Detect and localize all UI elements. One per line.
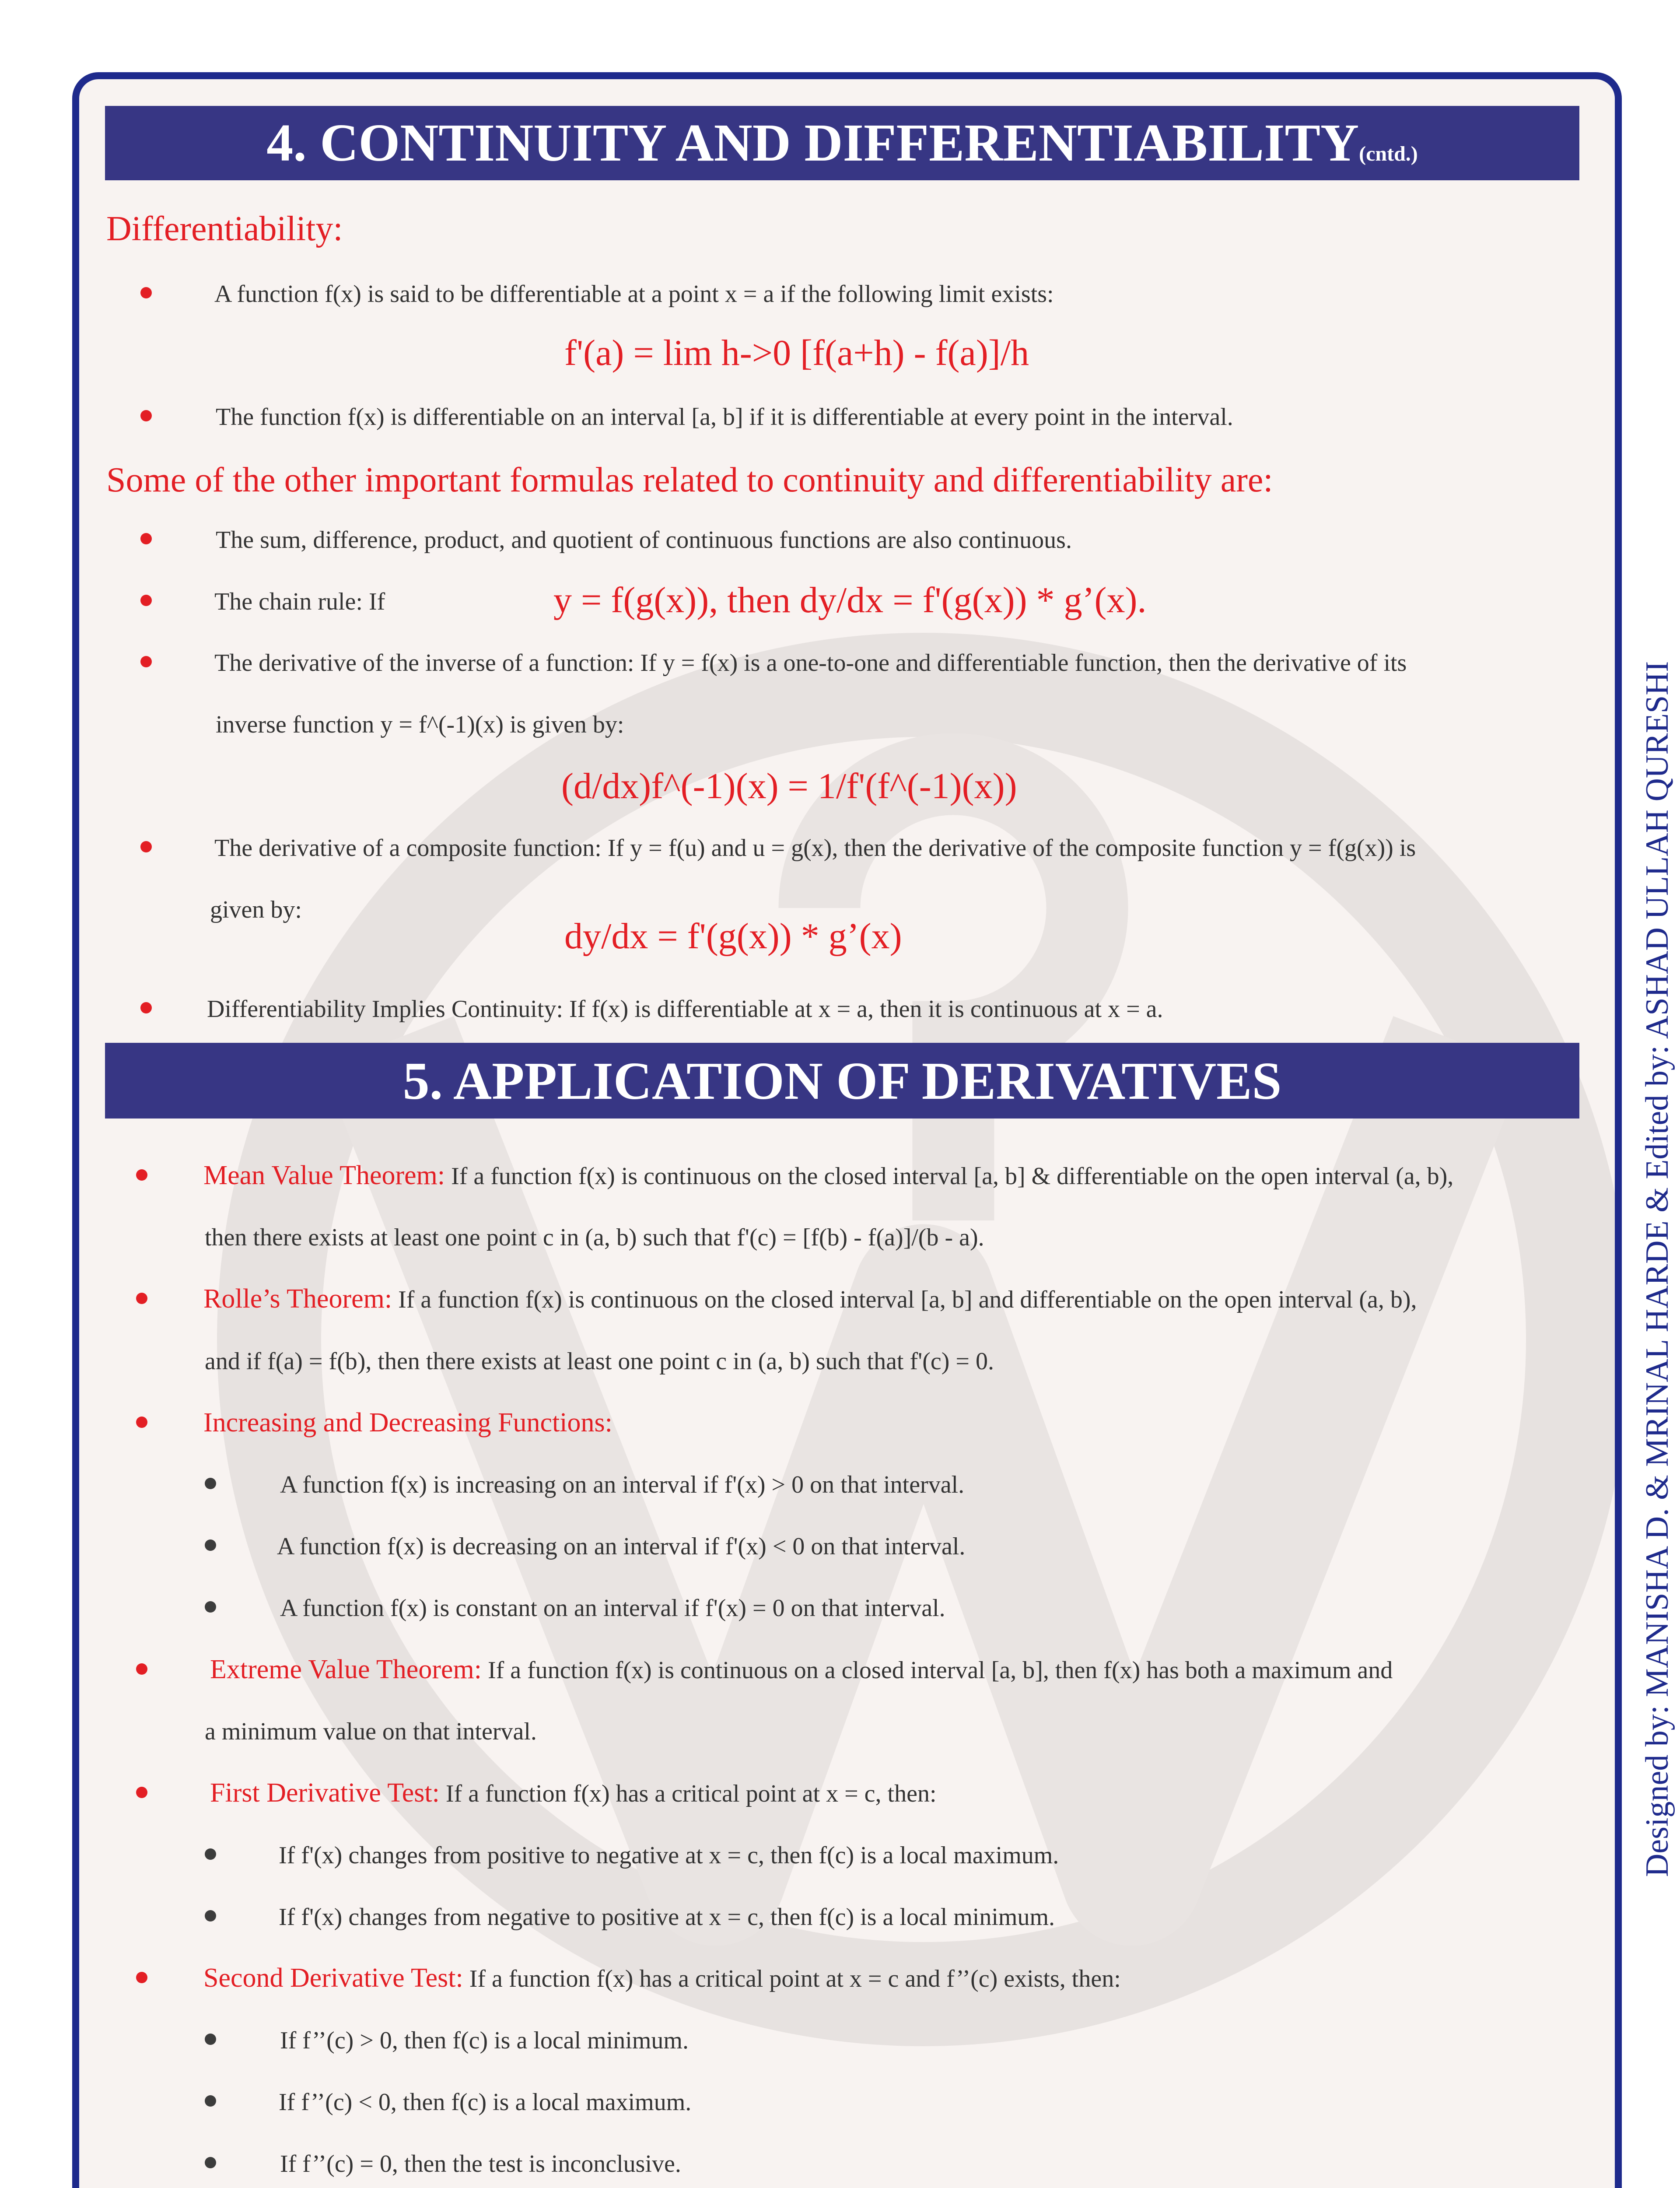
sub-bullet-icon [205, 1601, 216, 1613]
second-derivative-test-text: If a function f(x) has a critical point at x = c and f’’(c) exists, then: [463, 1965, 1121, 1992]
rolles-theorem-text: If a function f(x) is continuous on the closed interval [a, b] and differentiable on the open interval (a, b), [392, 1286, 1417, 1313]
derivative-formula: f'(a) = lim h->0 [f(a+h) - f(a)]/h [564, 333, 1029, 373]
bullet-icon [140, 533, 152, 544]
bullet-icon [136, 1417, 147, 1428]
rolles-theorem [203, 1285, 1417, 1312]
extreme-value-theorem [210, 1656, 1393, 1683]
section-4-title-banner [105, 106, 1579, 180]
bullet-icon [140, 287, 152, 298]
first-derivative-max: If f'(x) changes from positive to negative at x = c, then f(c) is a local maximum. [279, 1842, 1059, 1869]
composite-derivative-formula: dy/dx = f'(g(x)) * g’(x) [564, 916, 902, 957]
second-derivative-test [203, 1964, 1121, 1992]
bullet-icon [136, 1972, 147, 1983]
composite-point-line-2: given by: [210, 896, 302, 923]
section-5-title: 5. APPLICATION OF DERIVATIVES [402, 1052, 1282, 1111]
mean-value-theorem [203, 1162, 1453, 1189]
extreme-value-theorem-line-2: a minimum value on that interval. [205, 1718, 537, 1745]
section-5-title-banner [105, 1043, 1579, 1119]
bullet-icon [140, 656, 152, 667]
first-derivative-min: If f'(x) changes from negative to positive at x = c, then f(c) is a local minimum. [279, 1904, 1055, 1931]
sub-bullet-icon [205, 2157, 216, 2168]
inverse-derivative-formula: (d/dx)f^(-1)(x) = 1/f'(f^(-1)(x)) [561, 766, 1017, 806]
first-derivative-test [210, 1779, 937, 1806]
chain-rule-formula: y = f(g(x)), then dy/dx = f'(g(x)) * g’(x). [553, 580, 1147, 621]
mean-value-theorem-line-2: then there exists at least one point c in (a, b) such that f'(c) = [f(b) - f(a)]/(b - a). [205, 1224, 984, 1251]
bullet-icon [136, 1663, 147, 1675]
inverse-point-line-2: inverse function y = f^(-1)(x) is given by: [216, 711, 624, 738]
bullet-icon [136, 1787, 147, 1798]
second-derivative-min: If f’’(c) > 0, then f(c) is a local minimum. [280, 2027, 689, 2054]
diff-point-2: The function f(x) is differentiable on an interval [a, b] if it is differentiable at every point in the interval. [216, 403, 1233, 431]
rolles-theorem-line-2: and if f(a) = f(b), then there exists at least one point c in (a, b) such that f'(c) = 0. [205, 1348, 994, 1375]
bullet-icon [140, 595, 152, 606]
sub-bullet-icon [205, 1478, 216, 1489]
increasing-decreasing [203, 1409, 612, 1436]
section-4-title: 4. CONTINUITY AND DIFFERENTIABILITY [266, 113, 1359, 172]
first-derivative-test-label: First Derivative Test: [210, 1778, 440, 1808]
second-derivative-inconclusive: If f’’(c) = 0, then the test is inconclusive. [280, 2150, 681, 2177]
constant-point: A function f(x) is constant on an interval if f'(x) = 0 on that interval. [280, 1595, 945, 1622]
designer-credit: Designed by: MANISHA D. & MRINAL HARDE & Edited by: ASHAD ULLAH QURESHI [1639, 661, 1675, 1877]
second-derivative-test-label: Second Derivative Test: [203, 1963, 463, 1993]
sub-bullet-icon [205, 2095, 216, 2107]
bullet-icon [140, 841, 152, 852]
bullet-icon [140, 1002, 152, 1013]
sum-continuity-point: The sum, difference, product, and quotient of continuous functions are also continuous. [216, 526, 1072, 554]
extreme-value-theorem-text: If a function f(x) is continuous on a closed interval [a, b], then f(x) has both a maximum and [481, 1657, 1393, 1684]
implies-continuity-point: Differentiability Implies Continuity: If f(x) is differentiable at x = a, then it is continuous at x = a. [207, 996, 1163, 1023]
first-derivative-test-text: If a function f(x) has a critical point at x = c, then: [439, 1780, 937, 1807]
formulas-heading: Some of the other important formulas related to continuity and differentiability are: [106, 461, 1273, 499]
rolles-theorem-label: Rolle’s Theorem: [203, 1284, 392, 1314]
extreme-value-theorem-label: Extreme Value Theorem: [210, 1655, 482, 1684]
increasing-decreasing-label: Increasing and Decreasing Functions: [203, 1408, 612, 1438]
sub-bullet-icon [205, 1539, 216, 1551]
mean-value-theorem-label: Mean Value Theorem: [203, 1161, 445, 1190]
bullet-icon [140, 410, 152, 421]
diff-point-1: A function f(x) is said to be differentiable at a point x = a if the following limit exists: [214, 281, 1054, 308]
sub-bullet-icon [205, 1848, 216, 1860]
decreasing-point: A function f(x) is decreasing on an interval if f'(x) < 0 on that interval. [277, 1533, 966, 1560]
composite-point-line-1: The derivative of a composite function: If y = f(u) and u = g(x), then the derivative of the composite function y = f(g(x)) is [214, 835, 1416, 862]
sub-bullet-icon [205, 1910, 216, 1922]
section-4-title-suffix: (cntd.) [1359, 142, 1418, 165]
inverse-point-line-1: The derivative of the inverse of a function: If y = f(x) is a one-to-one and differentiable function, then the derivative of its [214, 649, 1407, 677]
differentiability-heading: Differentiability: [106, 210, 343, 248]
second-derivative-max: If f’’(c) < 0, then f(c) is a local maximum. [279, 2089, 692, 2116]
mean-value-theorem-text: If a function f(x) is continuous on the closed interval [a, b] & differentiable on the open interval (a, b), [445, 1163, 1454, 1190]
bullet-icon [136, 1293, 147, 1304]
chain-rule-label: The chain rule: If [214, 588, 385, 615]
bullet-icon [136, 1169, 147, 1181]
sub-bullet-icon [205, 2034, 216, 2045]
increasing-point: A function f(x) is increasing on an interval if f'(x) > 0 on that interval. [280, 1471, 965, 1498]
